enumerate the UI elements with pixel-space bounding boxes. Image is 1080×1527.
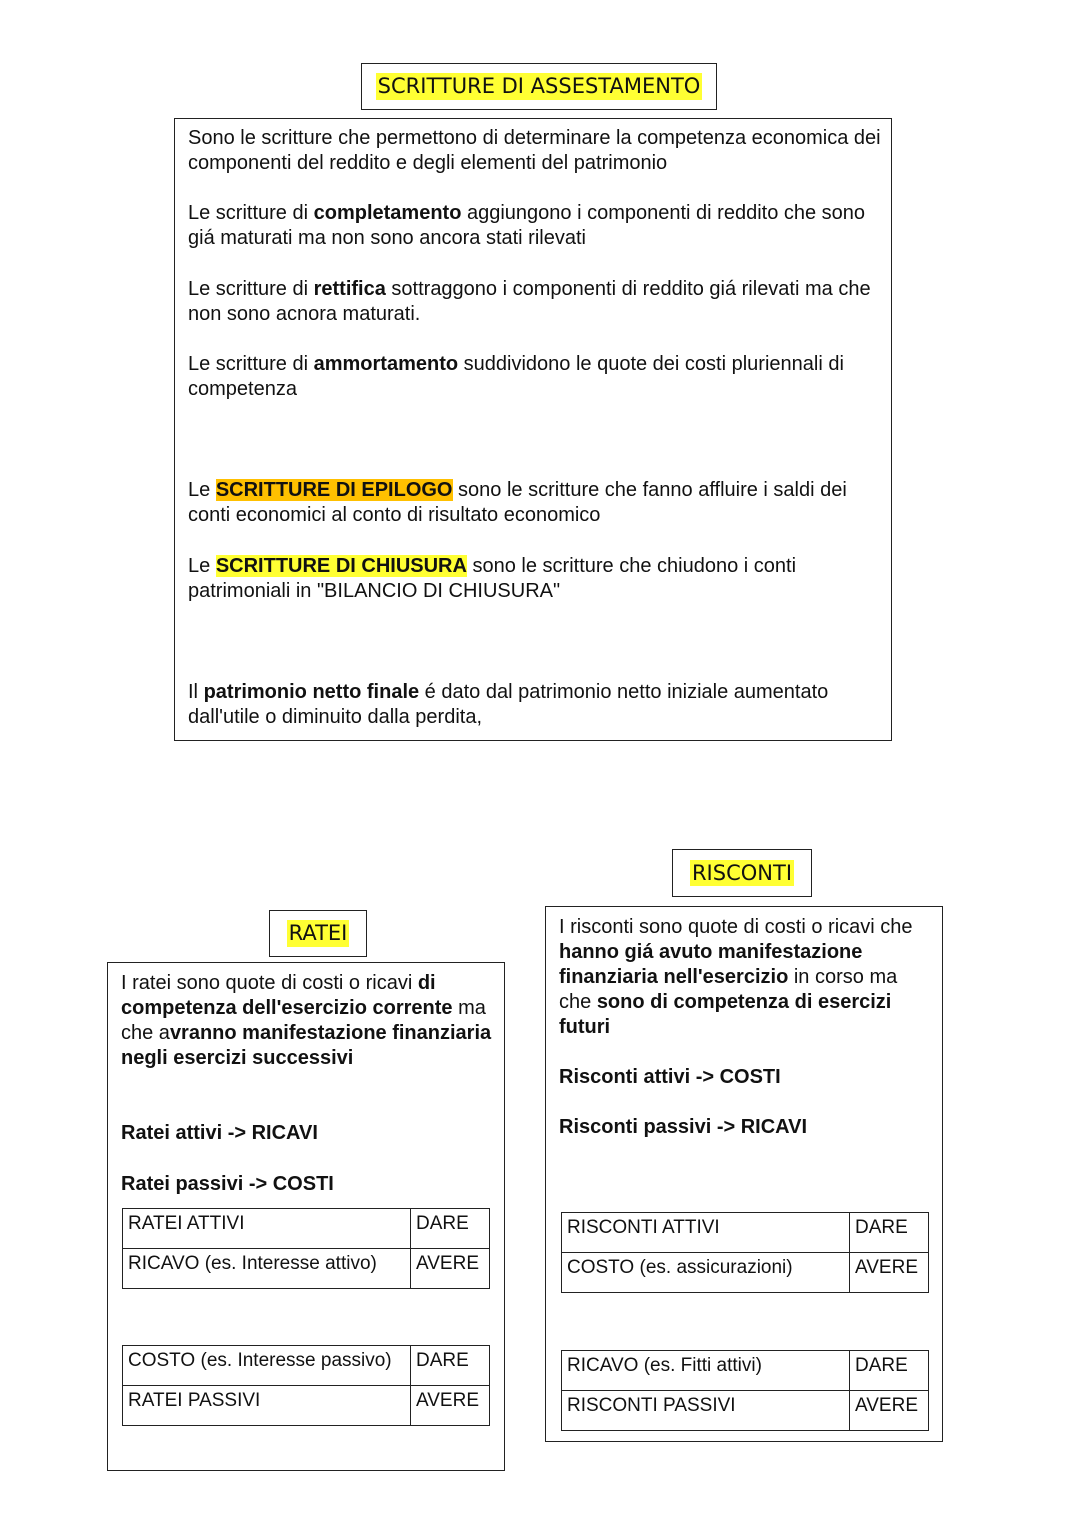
table-cell: DARE [850, 1213, 929, 1253]
page-title-box [361, 63, 717, 110]
table-cell: COSTO (es. Interesse passivo) [123, 1346, 411, 1386]
table-cell: RATEI ATTIVI [123, 1209, 411, 1249]
risconti-title-box [672, 849, 812, 897]
chiusura-paragraph: Le SCRITTURE DI CHIUSURA sono le scritture che chiudono i conti patrimoniali in "BILANCIO DI CHIUSURA" [188, 555, 797, 602]
table-cell: AVERE [411, 1386, 490, 1426]
table-row [123, 1346, 490, 1386]
page-title: SCRITTURE DI ASSESTAMENTO [377, 74, 701, 99]
table-row [562, 1253, 929, 1293]
table-cell: COSTO (es. assicurazioni) [562, 1253, 850, 1293]
table-cell: AVERE [850, 1391, 929, 1431]
ratei-box [107, 962, 505, 1471]
rettifica-paragraph: Le scritture di rettifica sottraggono i componenti di reddito giá rilevati ma che non sono acnora maturati. [188, 278, 871, 325]
table-row [123, 1209, 490, 1249]
ratei-title-box [269, 910, 367, 957]
ammortamento-paragraph: Le scritture di ammortamento suddividono le quote dei costi pluriennali di competenza [188, 353, 844, 400]
risconti-passivi: Risconti passivi -> RICAVI [559, 1116, 808, 1138]
ratei-title: RATEI [288, 921, 348, 946]
table-row [562, 1391, 929, 1431]
risconti-title: RISCONTI [691, 860, 793, 885]
ratei-passivi-table [122, 1345, 490, 1426]
table-cell: RICAVO (es. Fitti attivi) [562, 1351, 850, 1391]
ratei-definition: I ratei sono quote di costi o ricavi di competenza dell'esercizio corrente ma che avranno manifestazione finanziaria negli esercizi successivi [121, 972, 492, 1069]
main-definitions-box [174, 118, 892, 741]
intro-paragraph: Sono le scritture che permettono di determinare la competenza economica dei componenti del reddito e degli elementi del patrimonio [188, 127, 881, 174]
table-cell: RICAVO (es. Interesse attivo) [123, 1249, 411, 1289]
risconti-passivi-table [561, 1350, 929, 1431]
risconti-attivi: Risconti attivi -> COSTI [559, 1066, 781, 1088]
table-cell: RISCONTI ATTIVI [562, 1213, 850, 1253]
risconti-attivi-table [561, 1212, 929, 1293]
table-row [123, 1386, 490, 1426]
table-cell: RATEI PASSIVI [123, 1386, 411, 1426]
completamento-paragraph: Le scritture di completamento aggiungono i componenti di reddito che sono giá maturati ma non sono ancora stati rilevati [188, 202, 866, 249]
ratei-attivi: Ratei attivi -> RICAVI [121, 1122, 318, 1144]
risconti-box [545, 906, 943, 1442]
patrimonio-paragraph: Il patrimonio netto finale é dato dal patrimonio netto iniziale aumentato dall'utile o diminuito dalla perdita, [188, 681, 829, 728]
table-cell: AVERE [850, 1253, 929, 1293]
ratei-attivi-table [122, 1208, 490, 1289]
ratei-passivi: Ratei passivi -> COSTI [121, 1173, 334, 1195]
table-cell: DARE [850, 1351, 929, 1391]
table-cell: RISCONTI PASSIVI [562, 1391, 850, 1431]
table-cell: DARE [411, 1209, 490, 1249]
table-row [562, 1351, 929, 1391]
table-row [123, 1249, 490, 1289]
table-row [562, 1213, 929, 1253]
table-cell: AVERE [411, 1249, 490, 1289]
risconti-definition: I risconti sono quote di costi o ricavi che hanno giá avuto manifestazione finanziaria nell'esercizio in corso ma che sono di competenza di esercizi futuri [559, 916, 913, 1038]
epilogo-paragraph: Le SCRITTURE DI EPILOGO sono le scritture che fanno affluire i saldi dei conti economici al conto di risultato economico [188, 479, 847, 526]
table-cell: DARE [411, 1346, 490, 1386]
